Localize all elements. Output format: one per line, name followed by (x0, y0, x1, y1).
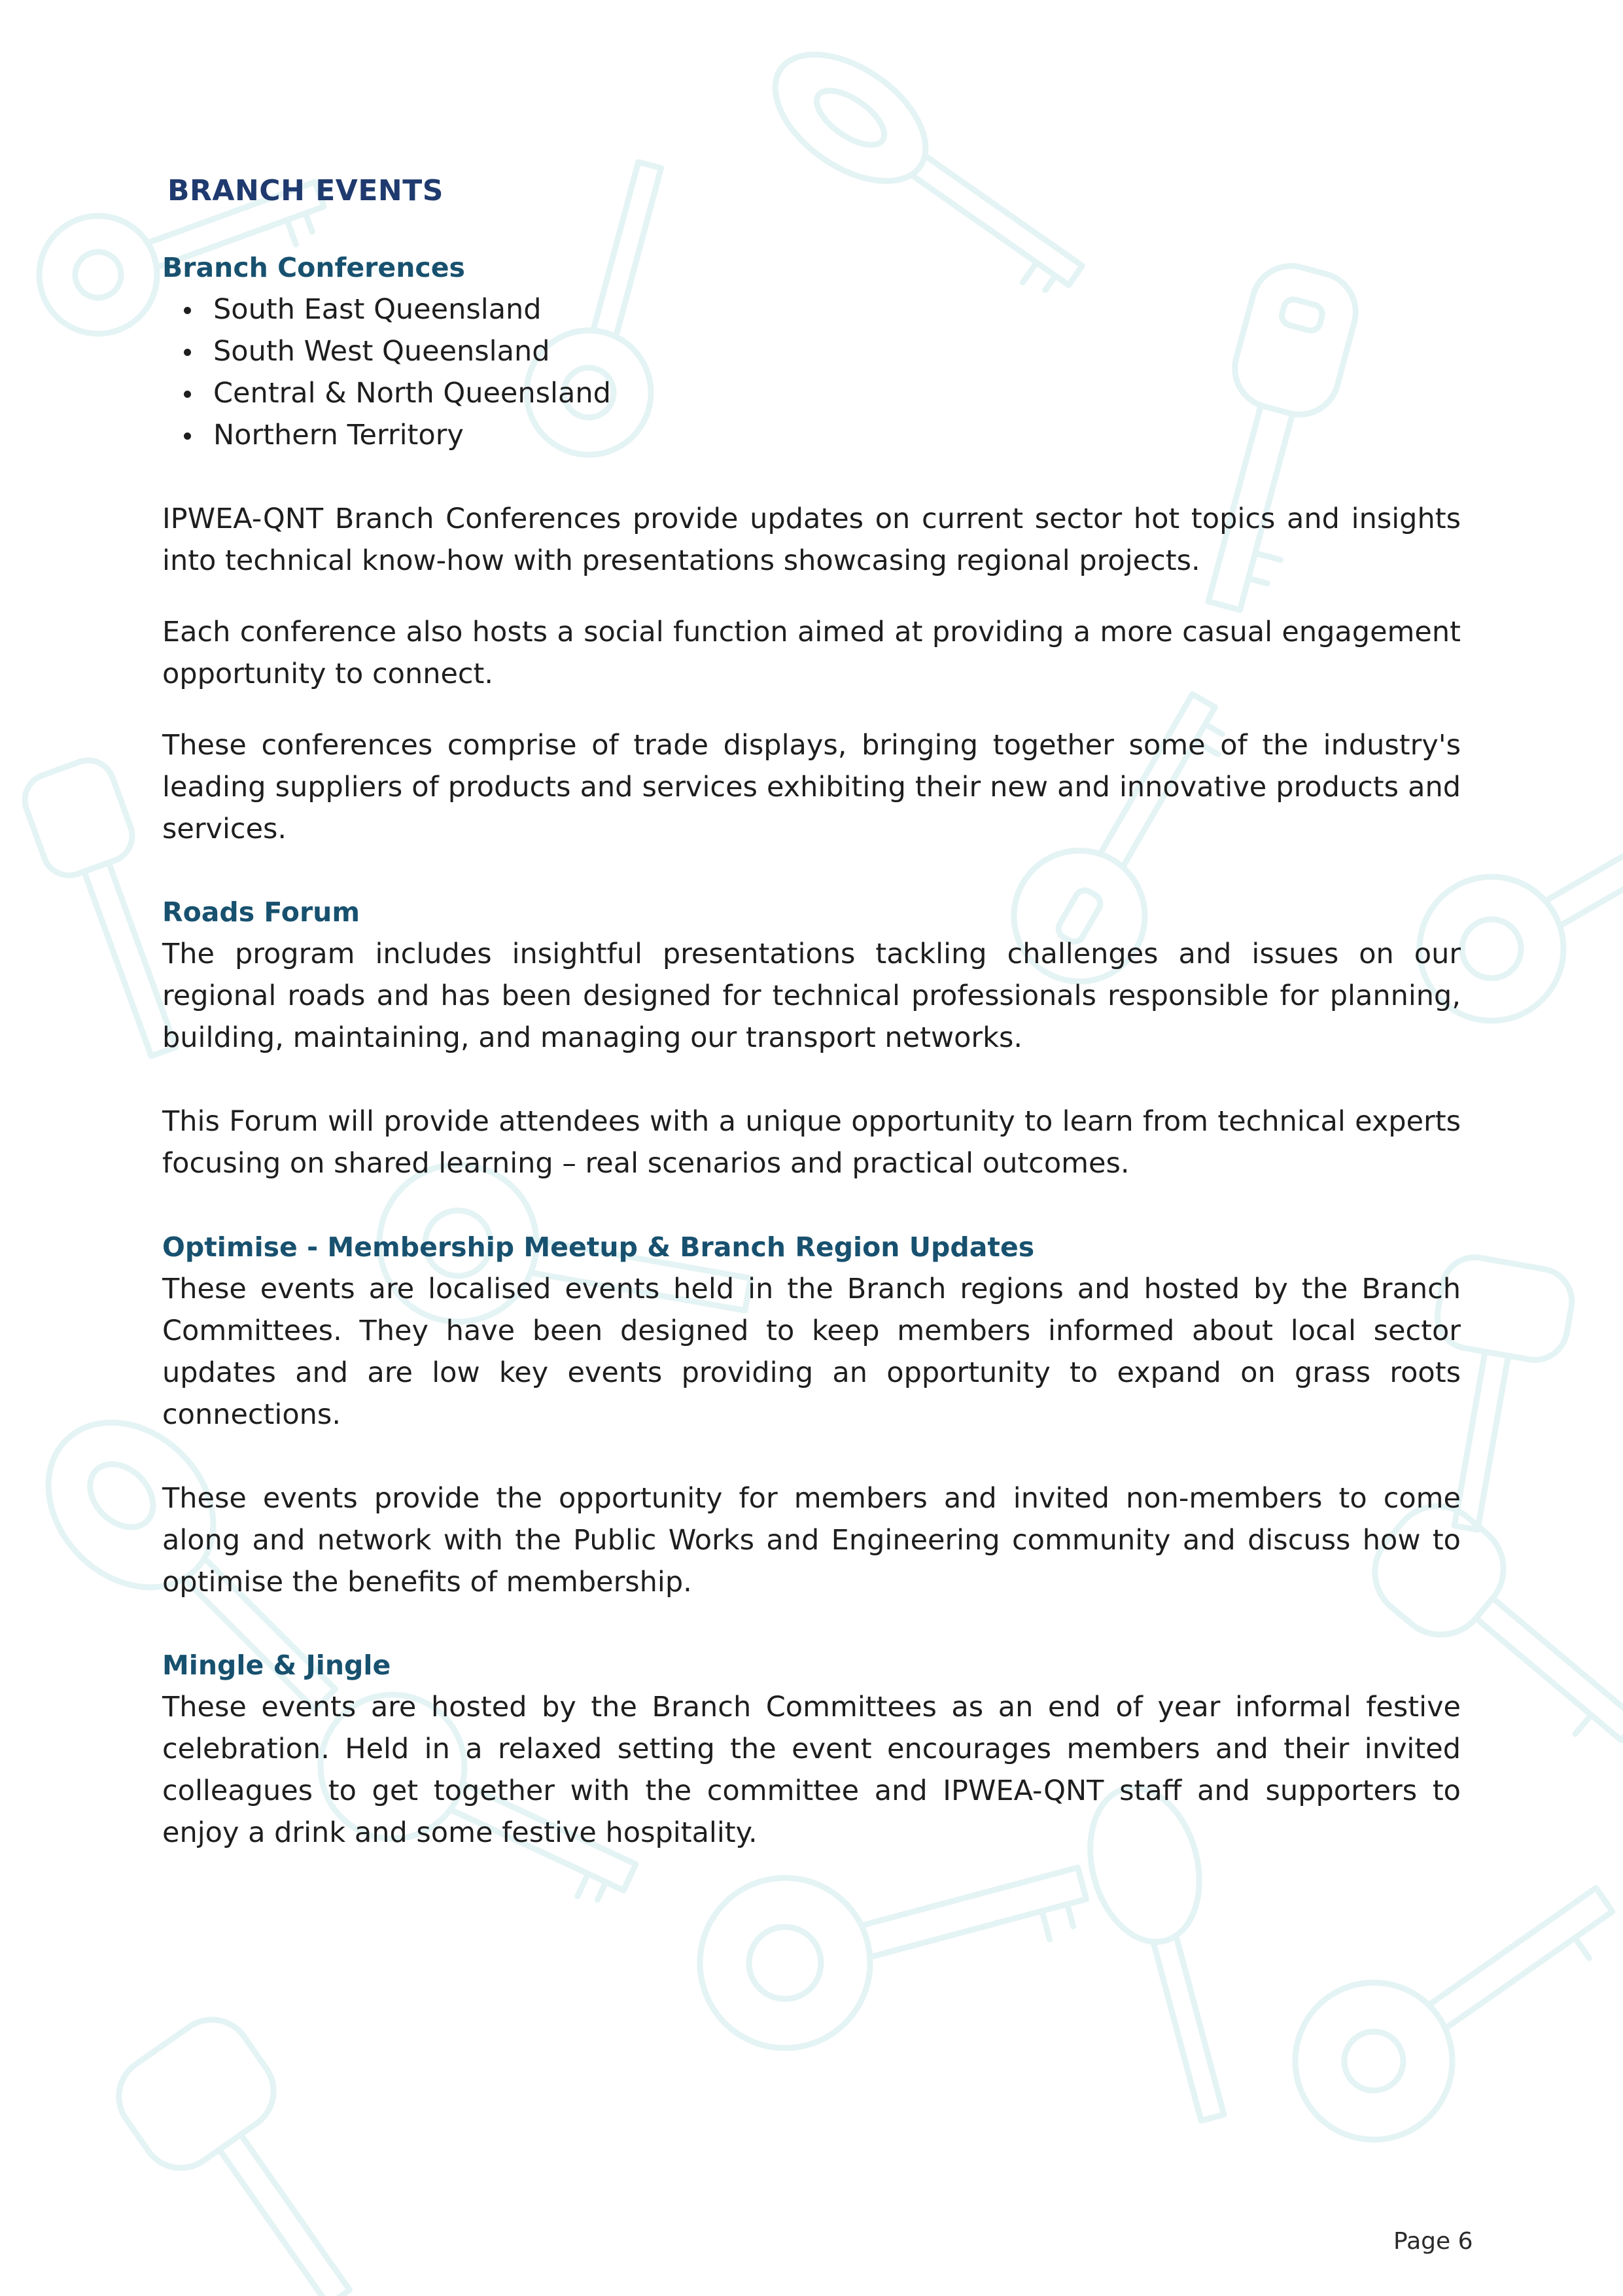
section-heading-roads-forum: Roads Forum (162, 896, 360, 928)
paragraph: This Forum will provide attendees with a unique opportunity to learn from technical experts focusing on shared learning – real scenarios and practical outcomes. (162, 1105, 1461, 1180)
page-number: Page 6 (1393, 2228, 1473, 2255)
section-optimise (162, 1226, 1461, 1436)
paragraph: These conferences comprise of trade displays, bringing together some of the industry's leading suppliers of products and services exhibiting their new and innovative products and services. (162, 729, 1461, 845)
section-branch-conferences (162, 247, 1461, 456)
list-item: South West Queensland (213, 330, 1461, 372)
paragraph: These events are localised events held in the Branch regions and hosted by the Branch Committees. They have been designed to keep members informed about local sector updates and are low key events providing an opportunity to expand on grass roots connections. (162, 1273, 1461, 1431)
section-heading-branch-conferences: Branch Conferences (162, 252, 465, 283)
list-item: Northern Territory (213, 414, 1461, 456)
paragraph: These events are hosted by the Branch Committees as an end of year informal festive celebration. Held in a relaxed setting the event encourages members and their invited colleagues to get together with the committee and IPWEA-QNT staff and supporters to enjoy a drink and some festive hospitality. (162, 1691, 1461, 1849)
paragraph-optimise-network (162, 1477, 1461, 1603)
paragraph: IPWEA-QNT Branch Conferences provide updates on current sector hot topics and insights into technical know-how with presentations showcasing regional projects. (162, 503, 1461, 577)
list-item: South East Queensland (213, 289, 1461, 330)
paragraph: Each conference also hosts a social function aimed at providing a more casual engagement opportunity to connect. (162, 616, 1461, 690)
paragraph-conference-intro (162, 498, 1461, 582)
list-item: Central & North Queensland (213, 372, 1461, 414)
branch-conference-list (162, 289, 1461, 456)
paragraph-roads-forum-opportunity (162, 1101, 1461, 1184)
paragraph-social-function (162, 611, 1461, 695)
section-mingle-jingle (162, 1644, 1461, 1854)
section-heading-mingle-jingle: Mingle & Jingle (162, 1650, 391, 1681)
paragraph-trade-displays (162, 724, 1461, 850)
paragraph: These events provide the opportunity for members and invited non-members to come along and network with the Public Works and Engineering community and discuss how to optimise the benefits of membership. (162, 1482, 1461, 1598)
section-heading-optimise: Optimise - Membership Meetup & Branch Region Updates (162, 1231, 1035, 1263)
paragraph: The program includes insightful presentations tackling challenges and issues on our regional roads and has been designed for technical professionals responsible for planning, building, maintaining, and managing our transport networks. (162, 938, 1461, 1054)
page-title: BRANCH EVENTS (167, 174, 444, 207)
section-roads-forum (162, 891, 1461, 1059)
